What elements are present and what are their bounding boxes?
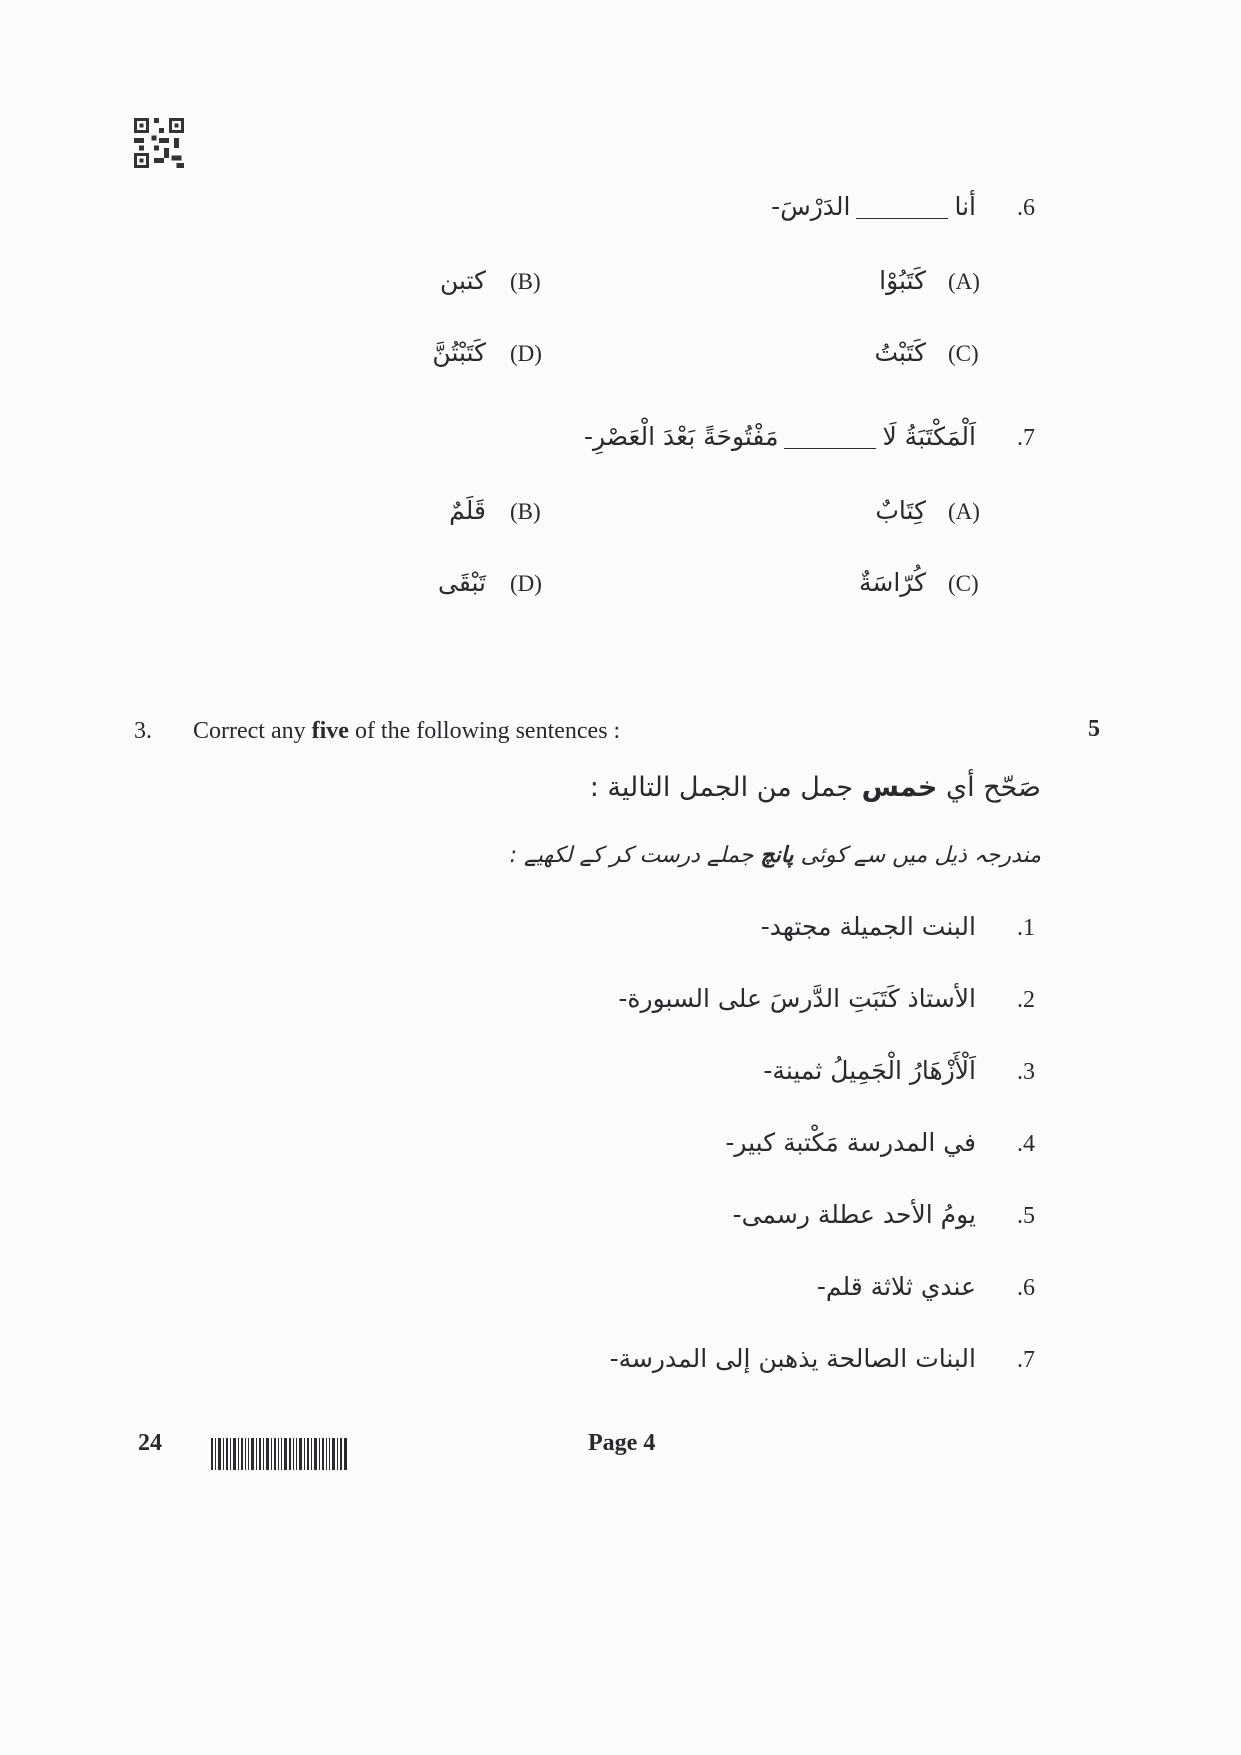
- qr-code-icon: [134, 118, 184, 168]
- option-label: (C): [948, 571, 979, 596]
- sentence-number: .1: [1017, 915, 1035, 941]
- option-label: (B): [510, 499, 541, 524]
- sentence-text: عندي ثلاثة قلم-: [816, 1272, 976, 1301]
- urdu-pre: مندرجہ ذیل میں سے کوئی: [800, 843, 1041, 868]
- sentence-text: يومُ الأحد عطلة رسمى-: [732, 1200, 976, 1229]
- question-instruction: [193, 718, 620, 745]
- answer-blank: [784, 448, 876, 449]
- option-label: (A): [948, 269, 980, 294]
- answer-blank: [856, 218, 948, 219]
- option-text: كَتَبْتُ: [874, 338, 926, 367]
- urdu-bold: پانچ: [760, 843, 794, 868]
- item-number: .7: [1017, 425, 1035, 451]
- stem-before: اَلْمَكْتَبَةُ لَا: [882, 422, 976, 451]
- option-text: قَلَمٌ: [449, 496, 486, 525]
- instruction-pre: Correct any: [193, 718, 306, 744]
- sentence-number: .4: [1017, 1131, 1035, 1157]
- sentence-number: .3: [1017, 1059, 1035, 1085]
- arabic-post: جمل من الجمل التالية :: [589, 772, 854, 803]
- stem-before: أنا: [954, 192, 976, 221]
- sentence-text: البنات الصالحة يذهبن إلى المدرسة-: [609, 1344, 976, 1373]
- urdu-instruction: [510, 843, 1041, 868]
- option-text: كَتَبُوْا: [879, 266, 926, 295]
- option-text: تَبْقَى: [438, 568, 486, 597]
- marks: 5: [1088, 716, 1100, 742]
- sentence-number: .5: [1017, 1203, 1035, 1229]
- barcode-icon: [211, 1438, 347, 1470]
- option-text: كِتَابٌ: [875, 496, 926, 525]
- stem-after: الدَرْسَ-: [771, 192, 851, 221]
- option-label: (A): [948, 499, 980, 524]
- instruction-post: of the following sentences :: [354, 718, 621, 744]
- arabic-bold: خمس: [861, 772, 938, 803]
- option-label: (C): [948, 341, 979, 366]
- sentence-text: الأستاذ كَتَبَتِ الدَّرسَ على السبورة-: [618, 984, 976, 1013]
- arabic-instruction: [590, 772, 1041, 803]
- sentence-text: في المدرسة مَكْتبة كبير-: [725, 1128, 976, 1157]
- option-label: (D): [510, 341, 542, 366]
- sentence-text: اَلْأَزْهَارُ الْجَمِيلُ ثمينة-: [763, 1056, 976, 1085]
- option-label: (D): [510, 571, 542, 596]
- option-text: كَتَبْتُنَّ: [432, 338, 486, 367]
- paper-code: 24: [138, 1430, 162, 1456]
- item-number: .6: [1017, 195, 1035, 221]
- sentence-number: .2: [1017, 987, 1035, 1013]
- instruction-bold: five: [311, 718, 349, 744]
- arabic-pre: صَحّح أي: [945, 772, 1041, 803]
- sentence-number: .6: [1017, 1275, 1035, 1301]
- urdu-post: جملے درست کر کے لکھیے :: [509, 843, 754, 868]
- question-number: 3.: [134, 718, 152, 744]
- option-text: كُرّاسَةٌ: [859, 568, 926, 597]
- sentence-number: .7: [1017, 1347, 1035, 1373]
- option-text: كتبن: [439, 266, 486, 295]
- stem-after: مَفْتُوحَةً بَعْدَ الْعَصْرِ-: [583, 422, 779, 451]
- fill-in-stem: [771, 192, 976, 221]
- option-label: (B): [510, 269, 541, 294]
- page-number: Page 4: [588, 1430, 656, 1456]
- fill-in-stem: [584, 422, 976, 451]
- sentence-text: البنت الجميلة مجتهد-: [760, 912, 976, 941]
